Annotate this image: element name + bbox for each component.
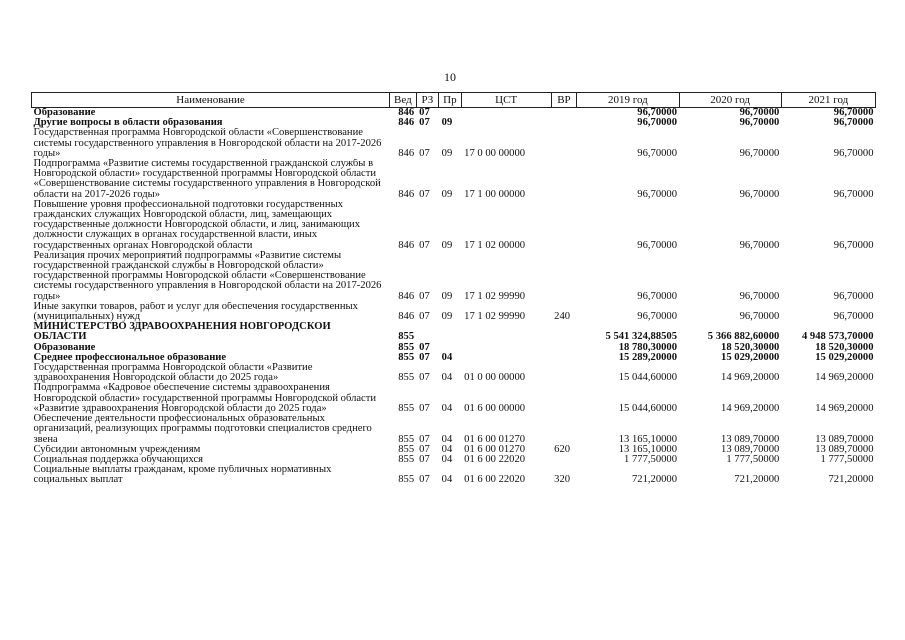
row-ved: 846	[398, 118, 415, 129]
row-pr: 09	[441, 311, 453, 323]
table-row	[32, 159, 876, 200]
row-ved: 855	[398, 433, 415, 445]
row-ved: 846	[398, 239, 415, 251]
row-value-2019: 5 541 324,88505	[605, 331, 678, 343]
row-value-2019: 18 780,30000	[618, 342, 678, 353]
table-row	[32, 200, 876, 251]
row-ved: 855	[398, 372, 415, 384]
row-rz: 07	[419, 454, 430, 465]
row-name: Государственная программа Новгородской области «Развитие здравоохранения Новгородской области до 2025 года»	[33, 363, 313, 384]
row-ved: 846	[398, 290, 415, 302]
row-cst	[461, 353, 551, 363]
row-ved: 855	[398, 352, 415, 363]
row-rz: 07	[419, 444, 430, 455]
row-pr: 04	[441, 474, 453, 486]
row-pr: 04	[441, 372, 453, 384]
row-cst: 01 6 00 22020	[464, 474, 526, 486]
row-rz: 07	[419, 352, 430, 363]
page-number: 10	[444, 70, 456, 84]
header-ved: Вед	[390, 93, 417, 108]
header-2019: 2019 год	[577, 93, 679, 108]
row-ved: 855	[398, 474, 415, 486]
row-value-2020: 96,70000	[739, 107, 780, 118]
row-value-2020: 1 777,50000	[726, 454, 780, 465]
row-value-2020: 96,70000	[739, 239, 780, 251]
row-name: Образование	[33, 107, 96, 118]
row-pr: 09	[441, 118, 453, 129]
row-value-2020: 96,70000	[739, 118, 780, 129]
row-value-2020: 15 029,20000	[721, 352, 780, 363]
row-value-2019: 15 044,60000	[618, 402, 678, 414]
row-cst: 17 1 02 99990	[464, 290, 526, 302]
budget-table	[31, 92, 876, 486]
row-pr	[439, 322, 462, 342]
table-row	[32, 353, 876, 363]
row-value-2019: 15 044,60000	[618, 372, 678, 384]
row-name: Субсидии автономным учреждениям	[33, 444, 201, 455]
row-cst: 01 6 00 22020	[464, 454, 526, 465]
table-row	[32, 128, 876, 159]
row-value-2021: 14 969,20000	[815, 372, 874, 384]
row-value-2019: 13 165,10000	[618, 433, 678, 445]
row-vr	[551, 159, 577, 200]
row-value-2020: 18 520,30000	[721, 342, 780, 353]
row-ved: 855	[398, 454, 415, 465]
row-cst: 17 1 02 99990	[464, 311, 526, 323]
row-pr: 04	[441, 454, 453, 465]
row-vr	[551, 322, 577, 342]
row-cst: 01 6 00 01270	[464, 444, 526, 455]
row-cst	[461, 322, 551, 342]
header-pr: Пр	[439, 93, 462, 108]
row-cst	[461, 343, 551, 353]
header-rz: РЗ	[416, 93, 439, 108]
row-vr: 240	[554, 311, 571, 323]
row-name: Социальные выплаты гражданам, кроме публичных нормативных социальных выплат	[33, 465, 332, 486]
row-ved: 846	[398, 107, 415, 118]
row-value-2019: 96,70000	[637, 290, 678, 302]
row-vr	[551, 414, 577, 445]
row-vr	[551, 251, 577, 302]
row-value-2021: 13 089,70000	[815, 444, 874, 455]
row-name: Подпрограмма «Развитие системы государственной гражданской службы в Новгородской области» государственной программы Новгородской области «Совершенствование системы государственного управления в Новгородской области на 2017-2026 годы»	[33, 159, 381, 200]
row-rz: 07	[419, 118, 430, 129]
table-row	[32, 383, 876, 414]
row-value-2021: 18 520,30000	[815, 342, 874, 353]
row-name: МИНИСТЕРСТВО ЗДРАВООХРАНЕНИЯ НОВГОРОДСКОЙ ОБЛАСТИ	[33, 322, 331, 343]
row-rz	[416, 322, 439, 342]
row-pr: 09	[441, 147, 453, 159]
row-pr	[439, 108, 462, 119]
table-row	[32, 108, 876, 119]
row-value-2021: 96,70000	[833, 147, 874, 159]
row-value-2021: 96,70000	[833, 188, 874, 200]
row-value-2021: 13 089,70000	[815, 433, 874, 445]
row-value-2020: 96,70000	[739, 311, 780, 323]
row-value-2021: 96,70000	[833, 107, 874, 118]
row-pr: 04	[441, 444, 453, 455]
row-ved: 846	[398, 188, 415, 200]
row-value-2020: 13 089,70000	[721, 444, 780, 455]
row-pr: 04	[441, 352, 453, 363]
row-vr: 620	[554, 444, 571, 455]
row-ved: 846	[398, 147, 415, 159]
row-value-2021: 96,70000	[833, 239, 874, 251]
table-row	[32, 118, 876, 128]
row-value-2020: 96,70000	[739, 188, 780, 200]
row-pr: 04	[441, 402, 453, 414]
table-row	[32, 302, 876, 322]
row-value-2019: 1 777,50000	[624, 454, 678, 465]
row-value-2020: 96,70000	[739, 290, 780, 302]
row-vr	[551, 455, 577, 465]
header-vr: ВР	[551, 93, 577, 108]
row-value-2019: 96,70000	[637, 239, 678, 251]
table-row	[32, 414, 876, 445]
row-name: Образование	[33, 342, 96, 353]
row-cst: 17 1 00 00000	[464, 188, 526, 200]
row-vr	[551, 128, 577, 159]
row-name: Социальная поддержка обучающихся	[33, 454, 204, 465]
row-value-2021: 4 948 573,70000	[801, 331, 874, 343]
row-vr	[551, 383, 577, 414]
row-cst: 01 6 00 00000	[464, 402, 526, 414]
row-name: Подпрограмма «Кадровое обеспечение системы здравоохранения Новгородской области» государственной программы Новгородской области «Развитие здравоохранения Новгородской области до 2025 года»	[33, 383, 377, 414]
row-value-2019: 96,70000	[637, 188, 678, 200]
row-rz: 07	[419, 188, 430, 200]
row-vr: 320	[554, 474, 571, 486]
row-name: Государственная программа Новгородской области «Совершенствование системы государственного управления в Новгородской области на 2017-2026 годы»	[33, 128, 382, 159]
row-value-2020: 96,70000	[739, 147, 780, 159]
row-rz: 07	[419, 290, 430, 302]
row-vr	[551, 363, 577, 383]
row-ved: 855	[398, 342, 415, 353]
row-vr	[551, 353, 577, 363]
row-rz: 07	[419, 342, 430, 353]
row-value-2021: 721,20000	[828, 474, 874, 486]
row-pr: 09	[441, 290, 453, 302]
row-cst: 01 0 00 00000	[464, 372, 526, 384]
row-rz: 07	[419, 402, 430, 414]
table-body	[32, 108, 876, 486]
row-cst: 01 6 00 01270	[464, 433, 526, 445]
row-rz: 07	[419, 147, 430, 159]
row-value-2021: 1 777,50000	[820, 454, 874, 465]
row-rz: 07	[419, 474, 430, 486]
row-name: Другие вопросы в области образования	[33, 118, 223, 129]
row-pr: 04	[441, 433, 453, 445]
row-vr	[551, 108, 577, 119]
row-vr	[551, 118, 577, 128]
row-value-2021: 96,70000	[833, 118, 874, 129]
row-rz: 07	[419, 239, 430, 251]
row-rz: 07	[419, 372, 430, 384]
row-cst	[461, 108, 551, 119]
row-pr: 09	[441, 188, 453, 200]
row-value-2020: 5 366 882,60000	[707, 331, 780, 343]
row-rz: 07	[419, 311, 430, 323]
header-2021: 2021 год	[781, 93, 875, 108]
row-value-2019: 96,70000	[637, 147, 678, 159]
row-value-2020: 13 089,70000	[721, 433, 780, 445]
row-ved: 855	[398, 331, 415, 343]
row-name: Реализация прочих мероприятий подпрограммы «Развитие системы государственной гражданской службы в Новгородской области» государственной программы Новгородской области «Совершенствование системы государственного управления в Новгородской области на 2017-2026 годы»	[33, 250, 382, 302]
table-row	[32, 322, 876, 342]
row-vr	[551, 343, 577, 353]
header-name: Наименование	[32, 93, 390, 108]
row-value-2019: 15 289,20000	[618, 352, 678, 363]
row-ved: 855	[398, 402, 415, 414]
row-value-2021: 14 969,20000	[815, 402, 874, 414]
row-name: Обеспечение деятельности профессиональных образовательных организаций, реализующих программы подготовки специалистов среднего звена	[33, 414, 372, 445]
row-value-2021: 96,70000	[833, 311, 874, 323]
row-cst: 17 1 02 00000	[464, 239, 526, 251]
row-cst: 17 0 00 00000	[464, 147, 526, 159]
row-rz: 07	[419, 107, 430, 118]
row-value-2019: 96,70000	[637, 107, 678, 118]
row-ved: 855	[398, 444, 415, 455]
row-value-2021: 96,70000	[833, 290, 874, 302]
row-pr: 09	[441, 239, 453, 251]
row-cst	[461, 118, 551, 128]
row-pr	[439, 343, 462, 353]
row-value-2020: 721,20000	[734, 474, 780, 486]
row-value-2020: 14 969,20000	[721, 402, 780, 414]
row-name: Среднее профессиональное образование	[33, 352, 227, 363]
header-2020: 2020 год	[679, 93, 781, 108]
table-row	[32, 251, 876, 302]
table-row	[32, 465, 876, 485]
table-header-row	[32, 93, 876, 108]
row-value-2019: 721,20000	[631, 474, 678, 486]
table-row	[32, 445, 876, 455]
row-name: Повышение уровня профессиональной подготовки государственных гражданских служащих Новгородской области, лиц, замещающих государственные должности Новгородской области, и лиц, занимающих должности служащих в органах государственной власти, иных государственных органах Новгородской области	[33, 199, 361, 251]
row-vr	[551, 200, 577, 251]
table-row	[32, 455, 876, 465]
row-value-2019: 96,70000	[637, 311, 678, 323]
row-name: Иные закупки товаров, работ и услуг для обеспечения государственных (муниципальных) нужд	[33, 301, 358, 323]
row-rz: 07	[419, 433, 430, 445]
row-ved: 846	[398, 311, 415, 323]
row-value-2021: 15 029,20000	[815, 352, 874, 363]
row-value-2019: 13 165,10000	[618, 444, 678, 455]
table-row	[32, 363, 876, 383]
row-value-2019: 96,70000	[637, 118, 678, 129]
header-cst: ЦСТ	[461, 93, 551, 108]
row-value-2020: 14 969,20000	[721, 372, 780, 384]
table-row	[32, 343, 876, 353]
